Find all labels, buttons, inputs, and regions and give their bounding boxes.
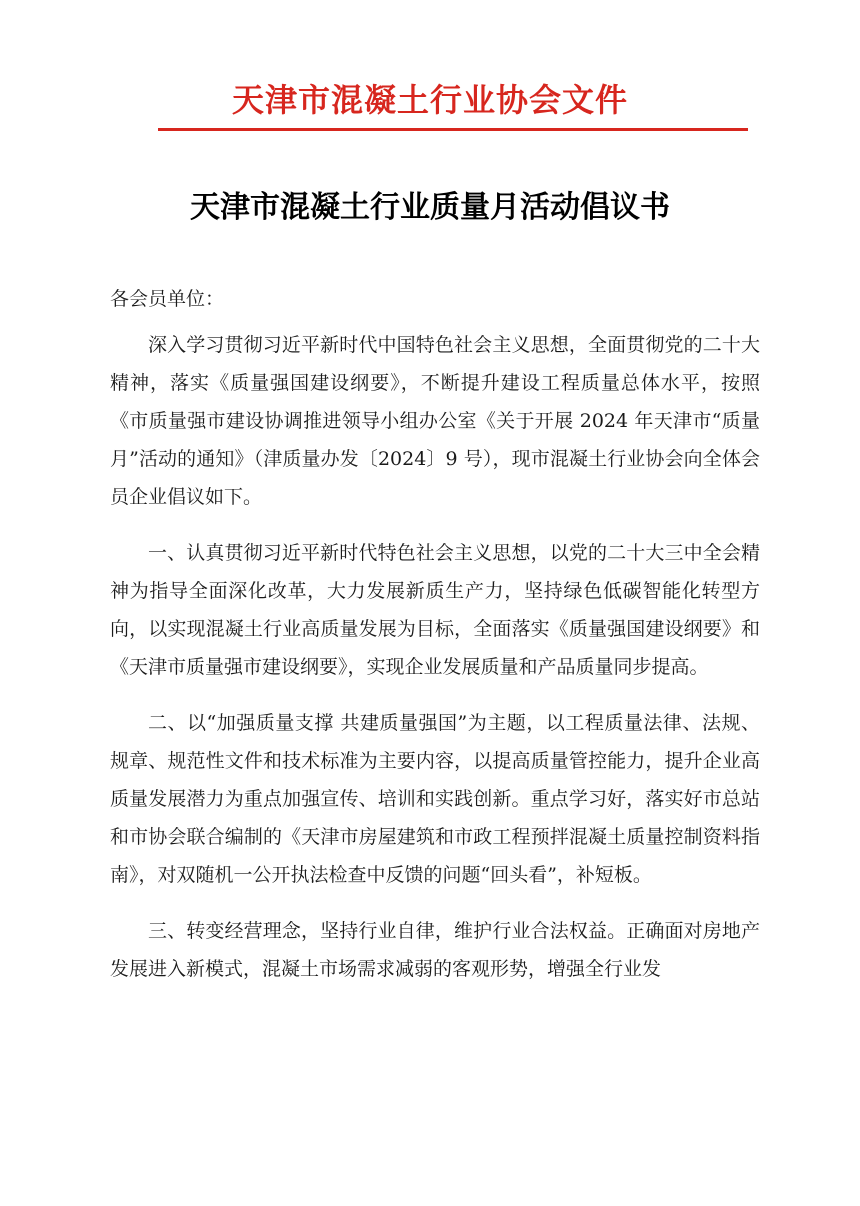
org-file-header: 天津市混凝土行业协会文件 xyxy=(231,81,628,119)
document-title: 天津市混凝土行业质量月活动倡议书 xyxy=(190,190,670,225)
paragraph-item-3: 三、转变经营理念，坚持行业自律，维护行业合法权益。正确面对房地产发展进入新模式，混凝土市场需求减弱的客观形势，增强全行业发 xyxy=(110,920,760,980)
salutation: 各会员单位： xyxy=(110,288,225,310)
paragraph-item-1: 一、认真贯彻习近平新时代特色社会主义思想，以党的二十大三中全会精神为指导全面深化改革，大力发展新质生产力，坚持绿色低碳智能化转型方向，以实现混凝土行业高质量发展为目标，全面落实《质量强国建设纲要》和《天津市质量强市建设纲要》，实现企业发展质量和产品质量同步提高。 xyxy=(110,542,760,678)
red-header-rule xyxy=(158,128,748,131)
document-body xyxy=(110,278,760,988)
paragraph-item-2: 二、以“加强质量支撑 共建质量强国”为主题，以工程质量法律、法规、规章、规范性文件和技术标准为主要内容，以提高质量管控能力，提升企业高质量发展潜力为重点加强宣传、培训和实践创新。重点学习好，落实好市总站和市协会联合编制的《天津市房屋建筑和市政工程预拌混凝土质量控制资料指南》，对双随机一公开执法检查中反馈的问题“回头看”，补短板。 xyxy=(110,712,760,886)
paragraph-intro: 深入学习贯彻习近平新时代中国特色社会主义思想，全面贯彻党的二十大精神，落实《质量强国建设纲要》，不断提升建设工程质量总体水平，按照《市质量强市建设协调推进领导小组办公室《关于开展 2024 年天津市“质量月”活动的通知》（津质量办发〔2024〕9 号），现市混凝土行业协会向全体会员企业倡议如下。 xyxy=(110,334,760,508)
